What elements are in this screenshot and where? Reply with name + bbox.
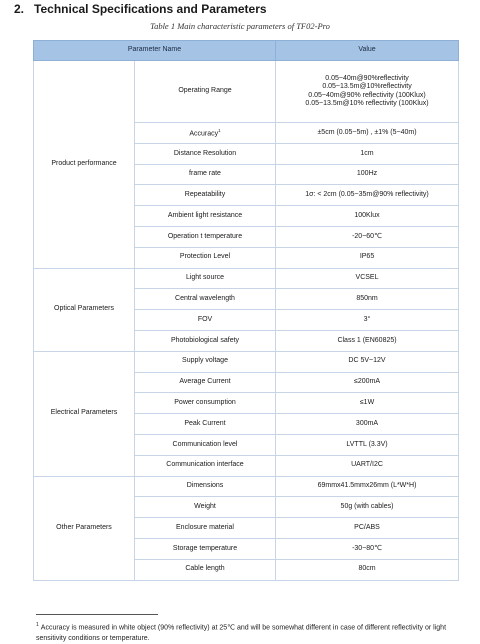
range-line: 0.05~40m@90% reflectivity (100Klux) (308, 91, 426, 99)
param-value: 1σ: < 2cm (0.05~35m@90% reflectivity) (276, 185, 459, 206)
param-name: Cable length (135, 559, 276, 580)
param-value: 1cm (276, 143, 459, 164)
param-value: 100Hz (276, 164, 459, 185)
param-name: Ambient light resistance (135, 206, 276, 227)
param-value: ≤200mA (276, 372, 459, 393)
param-name: Operation t temperature (135, 226, 276, 247)
param-name: Enclosure material (135, 518, 276, 539)
footnote-text: Accuracy is measured in white object (90% reflectivity) at 25℃ and will be somewhat different in case of different reflectivity or light sensitivity conditions or temperature. (36, 624, 447, 643)
param-name: Central wavelength (135, 289, 276, 310)
table-row (34, 476, 459, 497)
param-name: Repeatability (135, 185, 276, 206)
param-name: Supply voltage (135, 351, 276, 372)
param-name: Dimensions (135, 476, 276, 497)
param-name: Communication interface (135, 455, 276, 476)
param-value: 69mmx41.5mmx26mm (L*W*H) (276, 476, 459, 497)
param-name: Photobiological safety (135, 330, 276, 351)
header-parameter-name: Parameter Name (34, 41, 276, 61)
param-name: Light source (135, 268, 276, 289)
param-name: FOV (135, 310, 276, 331)
table-row (34, 61, 459, 123)
param-value: LVTTL (3.3V) (276, 434, 459, 455)
param-value: -30~80℃ (276, 538, 459, 559)
section-title: Technical Specifications and Parameters (34, 2, 267, 16)
param-value-operating-range (276, 61, 459, 123)
param-name: Communication level (135, 434, 276, 455)
param-name: Distance Resolution (135, 143, 276, 164)
range-line: 0.05~40m@90%reflectivity (325, 74, 409, 82)
param-value: IP65 (276, 247, 459, 268)
param-name-text: Accuracy (189, 129, 219, 137)
group-product-performance: Product performance (34, 61, 135, 269)
param-value: VCSEL (276, 268, 459, 289)
param-value: 300mA (276, 414, 459, 435)
param-name: Protection Level (135, 247, 276, 268)
param-value: Class 1 (EN60825) (276, 330, 459, 351)
param-name: Average Current (135, 372, 276, 393)
param-name (135, 123, 276, 144)
range-line: 0.05~13.5m@10% reflectivity (100Klux) (305, 99, 429, 107)
param-value: ≤1W (276, 393, 459, 414)
param-value: UART/I2C (276, 455, 459, 476)
param-value: DC 5V~12V (276, 351, 459, 372)
section-number: 2. (14, 2, 25, 16)
param-name: frame rate (135, 164, 276, 185)
table-header-row (34, 41, 459, 61)
param-value: 3° (276, 310, 459, 331)
footnote-divider (36, 614, 158, 615)
group-optical-parameters: Optical Parameters (34, 268, 135, 351)
section-heading (14, 2, 267, 16)
table-row (34, 268, 459, 289)
group-electrical-parameters: Electrical Parameters (34, 351, 135, 476)
param-name: Storage temperature (135, 538, 276, 559)
header-value: Value (276, 41, 459, 61)
param-value: 850nm (276, 289, 459, 310)
param-value: PC/ABS (276, 518, 459, 539)
param-name: Peak Current (135, 414, 276, 435)
param-value: -20~60℃ (276, 226, 459, 247)
range-line: 0.05~13.5m@10%reflectivity (322, 83, 412, 91)
param-value: 50g (with cables) (276, 497, 459, 518)
table-caption: Table 1 Main characteristic parameters of TF02-Pro (150, 21, 330, 31)
param-value: ±5cm (0.05~5m) , ±1% (5~40m) (276, 123, 459, 144)
param-name: Weight (135, 497, 276, 518)
param-name: Power consumption (135, 393, 276, 414)
table-row (34, 351, 459, 372)
footnote (36, 620, 456, 644)
footnote-mark: 1 (36, 622, 39, 628)
param-value: 80cm (276, 559, 459, 580)
param-value: 100Klux (276, 206, 459, 227)
param-name: Operating Range (135, 61, 276, 123)
group-other-parameters: Other Parameters (34, 476, 135, 580)
footnote-marker: 1 (218, 127, 221, 133)
spec-table (33, 40, 459, 581)
